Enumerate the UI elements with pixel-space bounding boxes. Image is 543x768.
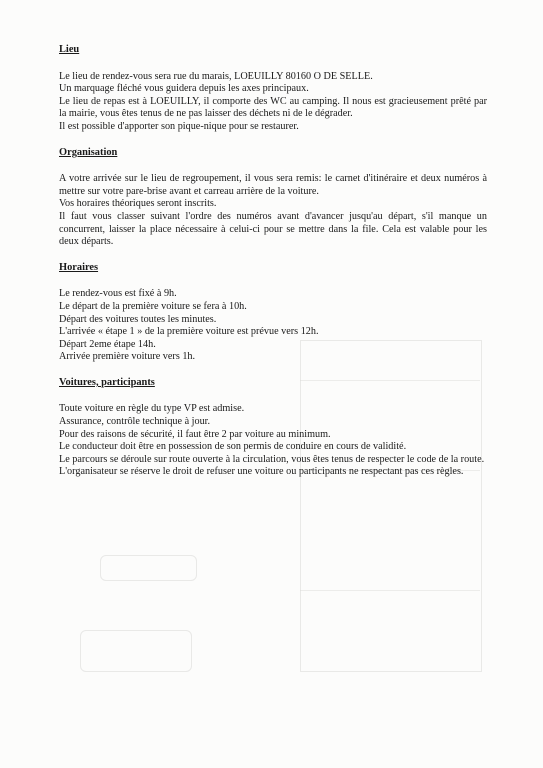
paragraph-line: Le rendez-vous est fixé à 9h. <box>59 288 177 300</box>
paragraph-line: Assurance, contrôle technique à jour. <box>59 416 211 428</box>
paragraph-line: Le conducteur doit être en possession de son permis de conduire en cours de validité. <box>59 441 407 453</box>
paragraph-line: Un marquage fléché vous guidera depuis les axes principaux. <box>59 83 309 95</box>
paragraph-line: Vos horaires théoriques seront inscrits. <box>59 198 217 210</box>
paragraph-line: Toute voiture en règle du type VP est admise. <box>59 403 245 415</box>
section-title-voitures-participants: Voitures, participants <box>59 376 155 388</box>
bleed-through-box <box>100 555 197 581</box>
paragraph-line: L'arrivée « étape 1 » de la première voiture est prévue vers 12h. <box>59 326 319 338</box>
paragraph-line: Départ des voitures toutes les minutes. <box>59 313 217 325</box>
paragraph-line: A votre arrivée sur le lieu de regroupement, il vous sera remis: le carnet d'itinéraire et deux numéros à mettre sur votre pare-brise avant et carreau arrière de la voiture. <box>59 173 487 197</box>
paragraph-line: Il est possible d'apporter son pique-nique pour se restaurer. <box>59 120 299 132</box>
section-title-lieu: Lieu <box>59 44 80 55</box>
section-title-organisation: Organisation <box>59 146 118 158</box>
bleed-through-box <box>80 630 192 672</box>
paragraph-line: Le lieu de rendez-vous sera rue du marais, LOEUILLY 80160 O DE SELLE. <box>59 70 373 82</box>
paragraph-line: Pour des raisons de sécurité, il faut être 2 par voiture au minimum. <box>59 428 331 440</box>
section-title-horaires: Horaires <box>59 261 99 273</box>
paragraph-line: Le lieu de repas est à LOEUILLY, il comporte des WC au camping. Il nous est gracieusement prêté par la mairie, vous êtes tenus de ne pas laisser des déchets ni de le dégrader. <box>59 95 487 120</box>
paragraph-line: Arrivée première voiture vers 1h. <box>59 351 196 363</box>
paragraph-line: Le parcours se déroule sur route ouverte à la circulation, vous êtes tenus de respecter le code de la route. <box>59 453 485 465</box>
bleed-through-rule <box>300 590 480 591</box>
paragraph-line: Il faut vous classer suivant l'ordre des numéros avant d'avancer jusqu'au départ, s'il manque un concurrent, laisser la place nécessaire à celui-ci pour se mettre dans la file. Cela est valable pour les deux départs. <box>59 210 487 248</box>
paragraph-line: Départ 2eme étape 14h. <box>59 338 156 350</box>
paragraph-line: L'organisateur se réserve le droit de refuser une voiture ou participants ne respectant pas ces règles. <box>59 466 464 478</box>
document-body <box>59 44 487 479</box>
paragraph-line: Le départ de la première voiture se fera à 10h. <box>59 300 247 312</box>
